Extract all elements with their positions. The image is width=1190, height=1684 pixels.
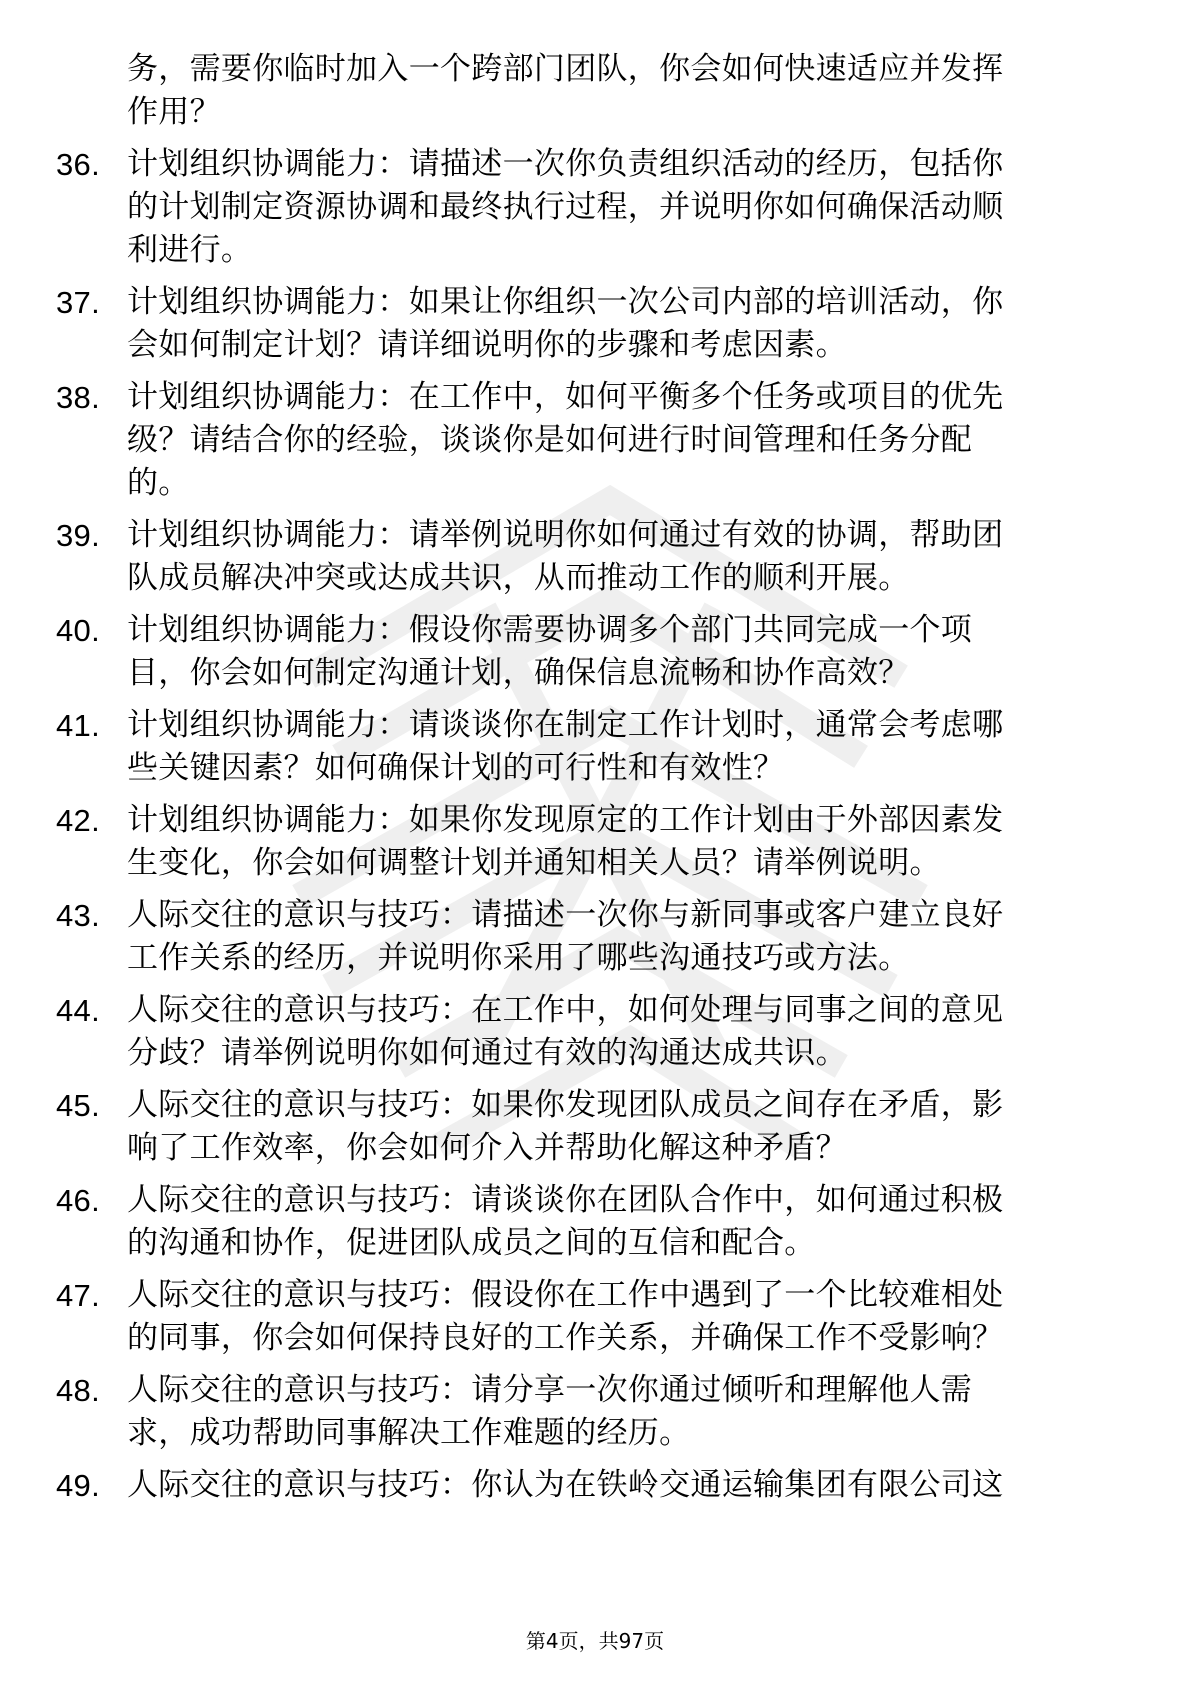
question-text-line: 人际交往的意识与技巧：请分享一次你通过倾听和理解他人需	[127, 1372, 973, 1408]
question-text-line: 分歧？请举例说明你如何通过有效的沟通达成共识。	[127, 1035, 847, 1071]
question-number: 40.	[56, 613, 100, 648]
question-text-line: 人际交往的意识与技巧：请谈谈你在团队合作中，如何通过积极	[127, 1182, 1004, 1218]
question-number: 37.	[56, 285, 100, 320]
list-item	[0, 704, 1190, 790]
question-number: 43.	[56, 898, 100, 933]
question-text-line: 计划组织协调能力：请谈谈你在制定工作计划时，通常会考虑哪	[127, 707, 1004, 743]
list-item	[0, 1464, 1190, 1507]
question-text-line: 计划组织协调能力：如果让你组织一次公司内部的培训活动，你	[127, 284, 1004, 320]
list-item	[0, 376, 1190, 505]
question-text-line: 些关键因素？如何确保计划的可行性和有效性？	[127, 750, 785, 786]
question-number: 42.	[56, 803, 100, 838]
question-number: 41.	[56, 708, 100, 743]
question-text-line: 作用？	[127, 94, 221, 130]
question-text-line: 计划组织协调能力：请描述一次你负责组织活动的经历，包括你	[127, 146, 1004, 182]
question-text-line: 的。	[127, 465, 190, 501]
question-number: 38.	[56, 380, 100, 415]
question-text-line: 人际交往的意识与技巧：你认为在铁岭交通运输集团有限公司这	[127, 1467, 1004, 1503]
list-item	[0, 894, 1190, 980]
question-text-line: 工作关系的经历，并说明你采用了哪些沟通技巧或方法。	[127, 940, 910, 976]
question-text-line: 人际交往的意识与技巧：请描述一次你与新同事或客户建立良好	[127, 897, 1004, 933]
list-item	[0, 1084, 1190, 1170]
question-text-line: 务，需要你临时加入一个跨部门团队，你会如何快速适应并发挥	[127, 51, 1004, 87]
question-text-line: 计划组织协调能力：如果你发现原定的工作计划由于外部因素发	[127, 802, 1004, 838]
question-text-line: 级？请结合你的经验，谈谈你是如何进行时间管理和任务分配	[127, 422, 973, 458]
question-number: 48.	[56, 1373, 100, 1408]
list-item	[0, 1369, 1190, 1455]
question-text-line: 人际交往的意识与技巧：在工作中，如何处理与同事之间的意见	[127, 992, 1004, 1028]
question-number: 46.	[56, 1183, 100, 1218]
question-text-line: 的同事，你会如何保持良好的工作关系，并确保工作不受影响？	[127, 1320, 1004, 1356]
question-text-line: 的沟通和协作，促进团队成员之间的互信和配合。	[127, 1225, 816, 1261]
question-text-line: 人际交往的意识与技巧：假设你在工作中遇到了一个比较难相处	[127, 1277, 1004, 1313]
question-text-line: 生变化，你会如何调整计划并通知相关人员？请举例说明。	[127, 845, 941, 881]
list-item	[0, 143, 1190, 272]
question-text-line: 利进行。	[127, 232, 253, 268]
question-list	[0, 48, 1190, 1516]
question-text-line: 求，成功帮助同事解决工作难题的经历。	[127, 1415, 691, 1451]
question-text-line: 响了工作效率，你会如何介入并帮助化解这种矛盾？	[127, 1130, 847, 1166]
list-item	[0, 1274, 1190, 1360]
question-number: 44.	[56, 993, 100, 1028]
question-text-line: 人际交往的意识与技巧：如果你发现团队成员之间存在矛盾，影	[127, 1087, 1004, 1123]
question-text-line: 队成员解决冲突或达成共识，从而推动工作的顺利开展。	[127, 560, 910, 596]
list-item	[0, 281, 1190, 367]
page-footer: 第4页，共97页	[525, 1629, 665, 1653]
list-item	[0, 48, 1190, 134]
question-text-line: 计划组织协调能力：假设你需要协调多个部门共同完成一个项	[127, 612, 973, 648]
list-item	[0, 514, 1190, 600]
question-text-line: 会如何制定计划？请详细说明你的步骤和考虑因素。	[127, 327, 847, 363]
question-text-line: 计划组织协调能力：请举例说明你如何通过有效的协调，帮助团	[127, 517, 1004, 553]
list-item	[0, 609, 1190, 695]
question-text-line: 计划组织协调能力：在工作中，如何平衡多个任务或项目的优先	[127, 379, 1004, 415]
question-number: 36.	[56, 147, 100, 182]
question-number: 39.	[56, 518, 100, 553]
question-number: 49.	[56, 1468, 100, 1503]
question-text-line: 目，你会如何制定沟通计划，确保信息流畅和协作高效？	[127, 655, 910, 691]
list-item	[0, 989, 1190, 1075]
question-number: 45.	[56, 1088, 100, 1123]
list-item	[0, 1179, 1190, 1265]
list-item	[0, 799, 1190, 885]
question-number: 47.	[56, 1278, 100, 1313]
question-text-line: 的计划制定资源协调和最终执行过程，并说明你如何确保活动顺	[127, 189, 1004, 225]
